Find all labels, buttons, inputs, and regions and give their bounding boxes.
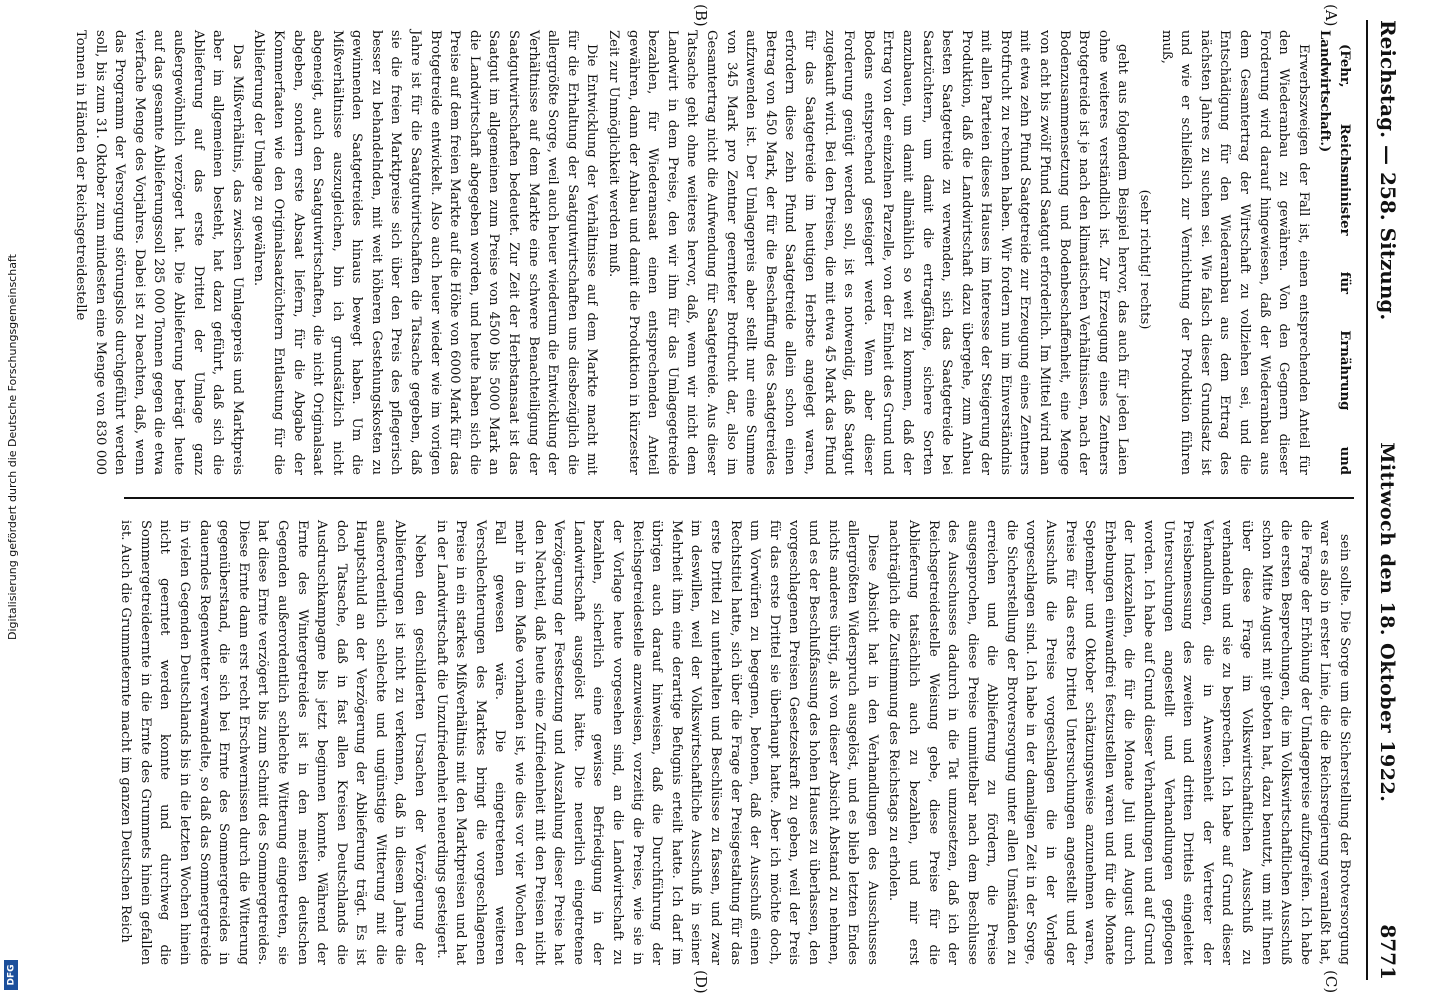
left-column bbox=[73, 30, 1354, 475]
header-session: Reichstag. — 258. Sitzung. bbox=[1376, 20, 1400, 321]
header-date: Mittwoch den 18. Oktober 1922. bbox=[1376, 442, 1398, 803]
right-paragraph: sein sollte. Die Sorge um die Sicherstellung der Brotversorgung war es also in erster Linie, die die Reichsregierung veranlaßt hat, die Frage der Erhöhung der Umlagepreise aufzugreifen. Ich habe die ersten Besprechungen, die im Volkswirtschaftlichen Ausschuß schon Mitte August mit geboten hat, dazu benutzt, um mit Ihnen über diese Frage im Volkswirtschaftlichen Ausschuß zu verhandeln und sie zu besprechen. Ich habe auf Grund dieser Verhandlungen, die in Anwesenheit der Vertreter der Preisbemessung des zweiten und dritten Drittels eingeleitet Untersuchungen angestellt und Verhandlungen gepflogen worden. Ich habe auf Grund dieser Verhandlungen und auf Grund der Indexzahlen, die für die Monate Juli und August durch Erhebungen einwandfrei festzustellen waren und für die Monate September und Oktober schätzungsweise anzunehmen waren, Preise für das erste Drittel Untersuchungen angestellt und der Ausschuß die Preise vorgeschlagen die in der Vorlage vorgeschlagen sind. Ich habe in der damaligen Zeit in der Sorge, die Sicherstellung der Brotversorgung unter allen Umständen zu erreichen und die Ablieferung zu fördern, die Preise ausgesprochen, diese Preise unmittelbar nach dem Beschlusse des Ausschusses dadurch in die Tat umzusetzen, daß ich der Reichsgetreidestelle Weisung gebe, diese Preise für die Ablieferung tatsächlich auch zu bezahlen, und mir erst nachträglich die Zustimmung des Reichstags zu erholen. bbox=[886, 520, 1352, 965]
right-paragraph: Diese Absicht hat in den Verhandlungen des Ausschusses allergrößten Widerspruch ausgelöst, und es blieb letzten Endes nichts anderes übrig, als von dieser Absicht Abstand zu nehmen, und es der Beschlußfassung des hohen Hauses zu überlassen, den vorgeschlagenen Preisen Gesetzeskraft zu geben, weil der Preis für das erste Drittel sie überhaupt hatte. Aber ich möchte doch, um Vorwürfen zu begegnen, betonen, daß der Ausschuß einen Rechtstitel hatte, sich über die Frage der Preisgestaltung für das erste Drittel zu unterhalten und Beschlüsse zu fassen, und zwar im deswillen, weil der Volkswirtschaftliche Ausschuß in seiner Mehrheit ihm eine derartige Befugnis erteilt hatte. Ich darf im übrigen auch darauf hinweisen, daß die Durchführung der Reichsgetreidestelle anzuweisen, vorzeitig die Preise, wie sie in der Vorlage heute vorgesehen sind, an die Landwirtschaft zu bezahlen, sicherlich eine gewisse Befriedigung in der Landwirtschaft ausgelöst hätte. Die neuerlich eingetretene Verzögerung der Festsetzung und Auszahlung dieser Preise hat den Nachteil, daß heute eine Zufriedenheit mit den Preisen nicht mehr in dem Maße vorhanden ist, wie dies vor vier Wochen der Fall gewesen wäre. Die eingetretenen weiteren Verschlechterungen des Marktes bringt die vorgeschlagenen Preise in ein starkes Mißverhältnis mit den Marktpreisen und hat in der Landwirtschaft die Unzufriedenheit neuerdings gesteigert. bbox=[433, 520, 880, 965]
header-page-number: 8771 bbox=[1376, 924, 1400, 980]
page-header bbox=[1366, 20, 1400, 980]
column-divider bbox=[124, 497, 1354, 499]
dfg-logo bbox=[4, 960, 18, 990]
margin-marker-a: (A) bbox=[1322, 4, 1340, 27]
digitization-note: Digitalisierung gefördert durch die Deutsche Forschungsgemeinschaft bbox=[6, 254, 19, 640]
dfg-logo-text: DFG bbox=[6, 964, 17, 986]
speaker-line: (Fehr, Reichsminister für Ernährung und Landwirtschaft.) bbox=[1317, 30, 1352, 475]
right-column bbox=[114, 520, 1354, 965]
left-paragraph: geht aus folgendem Beispiel hervor, das auch für jeden Laien ohne weiteres verständlich ist. Zur Erzeugung eines Zentners Brotgetreide ist je nach den klimatischen Verhältnissen, nach der Bodenzusammensetzung und Bodenbeschaffenheit, eine Menge von acht bis zwölf Pfund Saatgut erforderlich. Im Mittel wird man mit etwa zehn Pfund Saatgetreide zur Erzeugung eines Zentners Brotfrucht zu rechnen haben. Wir fordern nun im Einverständnis mit allen Parteien dieses Hauses im Interesse der Steigerung der Produktion, daß die Landwirtschaft dazu übergehe, zum Anbau besten Saatgetreide zu verwenden, sich das Saatgetreide bei Saatzüchtern, um damit die ertragfähige, sichere Sorten anzubauen, um damit allmählich so weit zu kommen, daß der Ertrag von der einzelnen Parzelle, von der Einheit des Grund und Bodens entsprechend gesteigert werde. Wenn aber dieser Forderung genügt werden soll, ist es notwendig, daß Saatgut zugekauft wird. Bei den Preisen, die mit etwa 45 Mark das Pfund für das Saatgetreide im heutigen Herbste angelegt waren, erfordern diese zehn Pfund Saatgetreide allein schon einen Betrag von 450 Mark, der für die Beschaffung des Saatgetreides aufzuwenden ist. Der Umlagepreis aber stellt nur eine Summe von 345 Mark pro Zentner geernteter Brotfrucht dar, also im Gesamtertrag nicht die Aufwendung für Saatgetreide. Aus dieser Tatsache geht ohne weiteres hervor, daß, wenn wir nicht dem Landwirt in dem Preise, den wir ihm für das Umlagegetreide bezahlen, für Wiederansaat einen entsprechenden Anteil gewähren, dann der Anbau und damit die Produktion in kürzester Zeit zur Unmöglichkeit werden muß. bbox=[606, 30, 1131, 475]
left-paragraph: (sehr richtig! rechts) bbox=[1137, 189, 1153, 330]
margin-marker-b: (B) bbox=[692, 4, 710, 27]
rotated-page bbox=[70, 0, 1410, 1000]
left-paragraph: Erwerbszweigen der Fall ist, einen entsprechenden Anteil für den Wiederanbau zu gewähren. Von den Gegnern dieser Forderung wird darauf hingewiesen, daß der Wiederanbau aus dem Gesamtertrag der Wirtschaft zu vollziehen sei, und die Entschädigung für den Wiederanbau aus dem Ertrag des nächsten Jahres zu suchen sei. Wie falsch dieser Grundsatz ist und wie er schließlich zur Vernichtung der Produktion führen muß, bbox=[1158, 30, 1311, 475]
margin-marker-c: (C) bbox=[1322, 970, 1340, 994]
right-paragraph: Neben den geschilderten Ursachen der Verzögerung der Ablieferungen ist nicht zu verkennen, daß in diesem Jahre die außerordentlich schlechte und ungünstige Witterung mit die Hauptschuld an der Verzögerung der Ablieferung trägt. Es ist doch Tatsache, daß in fast allen Kreisen Deutschlands die Ausdruschkampagne bis jetzt beginnen konnte. Während der Ernte des Wintergetreides ist in den meisten deutschen Gegenden außerordentlich schlechte Witterung eingetreten, sie hat diese Ernte verzögert bis zum Schnitt des Sommergetreides. Diese Ernte dann erst recht Erschwernissen durch die Witterung gegenüberstand, die sich bei Ernte des Sommergetreides in dauerndes Regenwetter verwandelte, so daß das Sommergetreide in vielen Gegenden Deutschlands bis in die letzten Wochen hinein nicht geerntet werden konnte und durchweg die Sommergetreideernte in die Ernte des Grummets hinein gefallen ist. Auch die Grummeternte macht im ganzen Deutschen Reich bbox=[118, 520, 428, 965]
margin-marker-d: (D) bbox=[692, 970, 710, 994]
left-paragraph: Die Entwicklung der Verhältnisse auf dem Markte macht mit für die Erhaltung der Saatgutwirtschaften uns diesbezüglich die allergrößte Sorge, weil auch heuer wiederum die Entwicklung der Verhältnisse auf dem Markte eine schwere Benachteiligung der Saatgutwirtschaften bedeutet. Zur Zeit der Herbstansaat ist das Saatgut im allgemeinen zum Preise von 4500 bis 5000 Mark an die Landwirtschaft abgegeben worden, und heute haben sich die Preise auf dem freien Markte auf die Höhe von 6000 Mark für das Brotgetreide entwickelt. Also auch heuer wieder wie im vorigen Jahre ist für die Saatgutwirtschaften die Tatsache gegeben, daß sie die freien Marktpreise sich über den Preis des pflegerisch besser zu behandelnden, mit weit höheren Gestehungskosten zu gewinnenden Saatgetreides hinaus bewegt haben. Um die Mißverhältnisse auszugleichen, bin ich grundsätzlich nicht abgeneigt, auch den Saatgutwirtschaften, die nicht Originalsaat abgeben, sondern erste Absaat liefern, für die Abgabe der Kommerfaaten wie den Originalsaatzüchtern Entlastung für die Ablieferung der Umlage zu gewähren. bbox=[251, 30, 600, 475]
left-paragraph: Das Mißverhältnis, das zwischen Umlagepreis und Marktpreis aber im allgemeinen besteht, hat dazu geführt, daß sich die Ablieferung auf das erste Drittel der Umlage ganz außergewöhnlich verzögert hat. Die Ablieferung beträgt heute auf das gesamte Ablieferungssoll 285 000 Tonnen gegen die etwa vierfache Menge des Vorjahres. Dabei ist zu beachten, daß, wenn das Programm der Versorgung störungslos durchgeführt werden soll, bis zum 31. Oktober zum mindesten eine Menge von 830 000 Tonnen in Händen der Reichsgetreidestelle bbox=[73, 30, 245, 475]
